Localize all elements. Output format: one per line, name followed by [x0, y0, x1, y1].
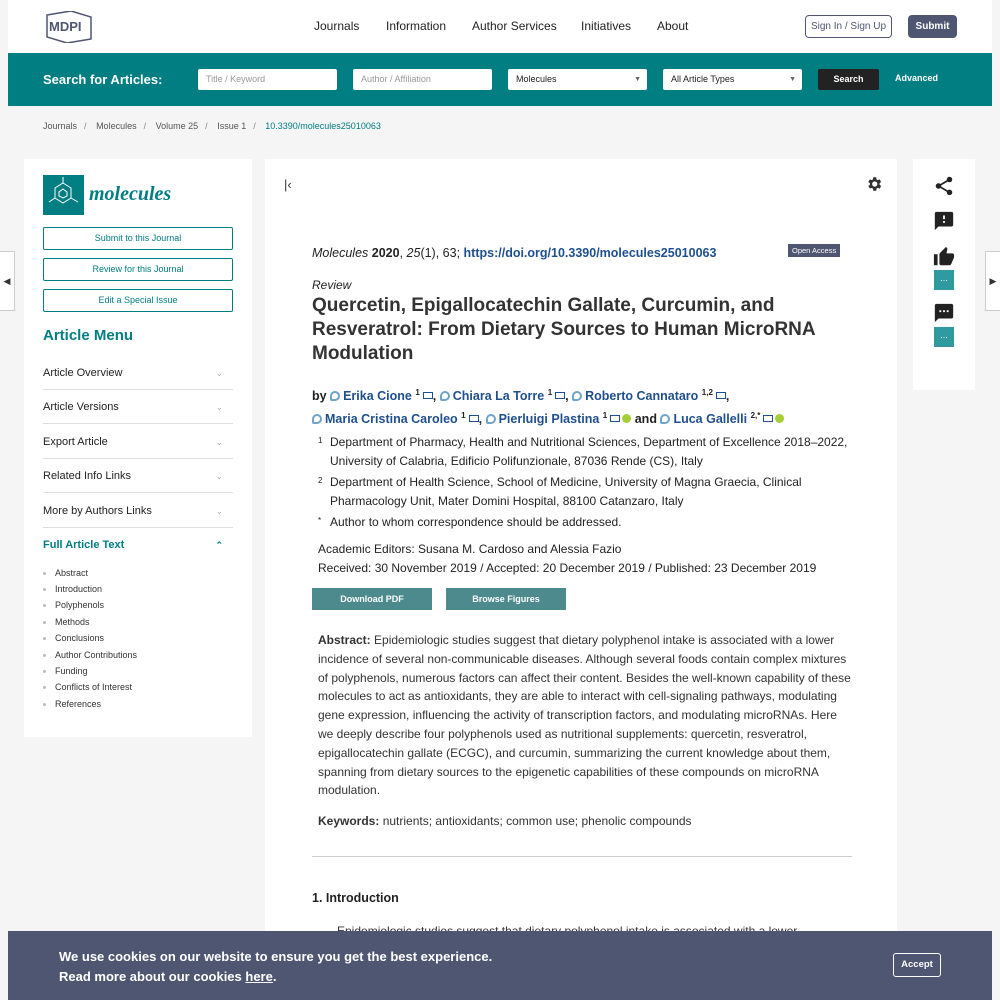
envelope-icon[interactable] — [763, 415, 773, 422]
toc-funding[interactable]: Funding — [55, 666, 88, 676]
nav-initiatives[interactable]: Initiatives — [581, 19, 632, 33]
journal-logo[interactable] — [43, 175, 183, 215]
breadcrumb: Journals / Molecules / Volume 25 / Issue 1 / 10.3390/molecules25010063 — [43, 121, 381, 131]
submit-to-journal-button[interactable]: Submit to this Journal — [43, 227, 233, 250]
orcid-icon[interactable] — [775, 414, 784, 423]
breadcrumb-doi[interactable]: 10.3390/molecules25010063 — [265, 121, 381, 131]
cookie-line-2-suffix: . — [272, 969, 277, 984]
cookie-line-1: We use cookies on our website to ensure you get the best experience. — [59, 949, 493, 964]
chevron-up-icon: ⌃ — [215, 540, 223, 550]
affiliation — [318, 513, 858, 532]
chevron-down-icon: ⌄ — [215, 506, 223, 516]
collapse-sidebar-icon[interactable]: |‹ — [284, 177, 292, 192]
author-name[interactable]: Maria Cristina Caroleo — [325, 412, 458, 427]
menu-export-article[interactable] — [43, 425, 233, 459]
affiliation — [318, 473, 858, 511]
author-affiliation-sup: 1 — [547, 388, 553, 397]
article-type-value: All Article Types — [671, 74, 735, 84]
menu-article-overview[interactable] — [43, 356, 233, 390]
doi-link[interactable]: https://doi.org/10.3390/molecules25010063 — [463, 246, 717, 260]
cookie-line-2 — [59, 967, 492, 987]
title-keyword-input[interactable]: Title / Keyword — [198, 69, 337, 90]
article-tools-panel — [913, 159, 975, 390]
keywords-label: Keywords: — [318, 814, 380, 828]
molecules-logo-icon — [43, 175, 84, 215]
nav-information[interactable]: Information — [386, 19, 447, 33]
journal-select[interactable] — [508, 69, 647, 90]
thumbs-up-icon[interactable] — [933, 246, 955, 268]
envelope-icon[interactable] — [423, 392, 433, 399]
breadcrumb-issue[interactable]: Issue 1 — [217, 121, 247, 131]
affiliation-number: 1 — [318, 436, 323, 445]
chevron-down-icon: ⌄ — [215, 437, 223, 447]
keywords-text: nutrients; antioxidants; common use; phenolic compounds — [382, 814, 692, 828]
citation-line: Molecules 2020, 25(1), 63; https://doi.org/10.3390/molecules25010063 — [312, 246, 717, 260]
author-name[interactable]: Pierluigi Plastina — [498, 412, 600, 427]
browse-figures-button[interactable]: Browse Figures — [446, 588, 566, 610]
affiliation-text: Author to whom correspondence should be addressed. — [330, 515, 622, 529]
mdpi-logo[interactable] — [43, 11, 95, 43]
menu-related-info-links[interactable] — [43, 459, 233, 493]
journal-name: molecules — [89, 183, 172, 205]
left-arrow-icon[interactable]: ◀ — [0, 251, 15, 311]
author-list: by Erika Cione $^1$ , Chiara La Torre $^1$ , Roberto Cannataro $^{1,2}$ , Maria Cristina Caroleo $^1$ , Pierluigi Plastina $^1$ and Luca Gallelli $^{2,*}$ — [312, 383, 872, 429]
envelope-icon[interactable] — [555, 392, 565, 399]
author-profile-icon — [660, 414, 670, 424]
nav-about[interactable]: About — [657, 19, 689, 33]
caret-down-icon: ▼ — [634, 76, 641, 83]
search-button[interactable]: Search — [818, 69, 879, 90]
envelope-icon[interactable] — [716, 392, 726, 399]
edit-special-issue-button[interactable]: Edit a Special Issue — [43, 289, 233, 312]
citation-volume: 25 — [406, 246, 421, 260]
breadcrumb-molecules[interactable]: Molecules — [96, 121, 137, 131]
author-name[interactable]: Luca Gallelli — [673, 412, 748, 427]
divider — [312, 856, 852, 857]
open-access-badge: Open Access — [788, 244, 840, 257]
caret-down-icon: ▼ — [789, 76, 796, 83]
author-affiliation-sup: 1 — [602, 411, 608, 421]
citation-journal: Molecules — [312, 246, 369, 260]
toc-introduction[interactable]: Introduction — [55, 584, 103, 594]
toc-abstract[interactable]: Abstract — [55, 568, 89, 578]
accept-cookies-button[interactable]: Accept — [893, 953, 941, 977]
toc-conflicts-of-interest[interactable]: Conflicts of Interest — [55, 682, 133, 692]
affiliation-number: * — [318, 516, 322, 525]
sidebar — [24, 159, 252, 737]
author-name[interactable]: Erika Cione — [343, 389, 412, 404]
article-type: Review — [312, 278, 352, 292]
citation-year: 2020 — [371, 246, 400, 260]
author-affiliation-sup: 1 — [461, 411, 466, 421]
menu-label: More by Authors Links — [43, 505, 152, 517]
envelope-icon[interactable] — [469, 415, 479, 422]
author-name[interactable]: Chiara La Torre — [452, 389, 545, 404]
comment-icon[interactable] — [933, 302, 955, 324]
breadcrumb-journals[interactable]: Journals — [43, 121, 78, 131]
download-pdf-button[interactable]: Download PDF — [312, 588, 432, 610]
journal-select-value: Molecules — [516, 74, 557, 84]
author-affiliation-sup: 1 — [415, 388, 420, 397]
menu-article-versions[interactable] — [43, 390, 233, 424]
menu-more-by-authors[interactable] — [43, 494, 233, 528]
toc-references[interactable]: References — [55, 699, 102, 709]
affiliation-number: 2 — [318, 476, 323, 485]
author-affiliation-sup: 1,2 — [701, 388, 713, 397]
right-arrow-icon[interactable]: ▶ — [985, 251, 1000, 311]
menu-label: Article Overview — [43, 367, 123, 379]
author-profile-icon — [486, 414, 496, 424]
advanced-search-link[interactable]: Advanced — [895, 73, 939, 83]
author-affiliation-input[interactable]: Author / Affiliation — [353, 69, 492, 90]
menu-label: Article Versions — [43, 401, 119, 413]
cookie-message — [59, 947, 492, 987]
toc-methods[interactable]: Methods — [55, 617, 90, 627]
toc-author-contributions[interactable]: Author Contributions — [55, 650, 138, 660]
search-title: Search for Articles: — [43, 72, 163, 87]
cookie-banner — [8, 931, 992, 1000]
article-title: Quercetin, Epigallocatechin Gallate, Curcumin, and Resveratrol: From Dietary Sources to Human MicroRNA Modulation — [312, 295, 815, 364]
nav-author-services[interactable]: Author Services — [472, 19, 557, 33]
breadcrumb-volume[interactable]: Volume 25 — [155, 121, 199, 131]
menu-label: Related Info Links — [43, 470, 132, 482]
nav-journals[interactable]: Journals — [314, 19, 360, 33]
article-type-select[interactable] — [663, 69, 802, 90]
introduction-heading: 1. Introduction — [312, 891, 399, 905]
chevron-down-icon: ⌄ — [215, 368, 223, 378]
chevron-down-icon: ⌄ — [215, 471, 223, 481]
academic-editors: Academic Editors: Susana M. Cardoso and Alessia Fazio — [318, 542, 622, 556]
cookie-here-link[interactable]: here — [245, 969, 273, 984]
author-profile-icon — [330, 391, 340, 401]
gear-icon[interactable] — [865, 175, 883, 193]
envelope-icon[interactable] — [610, 415, 620, 422]
author-profile-icon — [312, 414, 322, 424]
by-label: by — [312, 389, 327, 404]
comments-count-badge: ... — [934, 327, 954, 347]
menu-label: Full Article Text — [43, 539, 125, 551]
article-main — [265, 159, 897, 1000]
chevron-down-icon: ⌄ — [215, 402, 223, 412]
logo-text: MDPI — [49, 19, 82, 34]
author-name[interactable]: Roberto Cannataro — [585, 389, 699, 404]
votes-count-badge: ... — [934, 270, 954, 290]
feedback-icon[interactable] — [933, 210, 955, 232]
keywords — [318, 814, 692, 828]
menu-full-article-text[interactable] — [43, 528, 233, 562]
affiliation — [318, 433, 858, 471]
abstract-label: Abstract: — [318, 633, 371, 647]
cookie-line-2-prefix: Read more about our cookies — [59, 969, 246, 984]
abstract — [318, 631, 853, 800]
affiliation-text: Department of Pharmacy, Health and Nutritional Sciences, Department of Excellence 2018–2022, University of Calabria, Edificio Polifunzionale, 87036 Rende (CS), Italy — [330, 435, 848, 468]
author-affiliation-sup: 2,* — [750, 411, 761, 421]
review-for-journal-button[interactable]: Review for this Journal — [43, 258, 233, 281]
sign-in-button[interactable]: Sign In / Sign Up — [805, 15, 892, 38]
author-profile-icon — [440, 391, 450, 401]
article-menu-title: Article Menu — [43, 327, 134, 344]
top-navigation — [8, 0, 992, 53]
affiliation-text: Department of Health Science, School of Medicine, University of Magna Graecia, Clinical Pharmacology Unit, Mater Domini Hospital, 88100 Catanzaro, Italy — [330, 475, 802, 508]
toc-conclusions[interactable]: Conclusions — [55, 633, 105, 643]
search-bar — [8, 53, 992, 106]
publication-dates: Received: 30 November 2019 / Accepted: 20 December 2019 / Published: 23 December 2019 — [318, 561, 817, 575]
and-label: and — [634, 412, 657, 427]
citation-issue-page: (1), 63; — [420, 246, 461, 260]
orcid-icon[interactable] — [622, 414, 631, 423]
share-icon[interactable] — [933, 175, 955, 197]
submit-button[interactable]: Submit — [908, 15, 957, 38]
abstract-text: Epidemiologic studies suggest that dietary polyphenol intake is associated with a lower incidence of several non-communicable diseases. Although several foods contain complex mixtures of polyphenols, numerous factors can affect their content. Besides the well-known capability of these molecules to act as antioxidants, they are able to interact with cell-signaling pathways, modulating gene expression, influencing the activity of transcription factors, and modulating microRNAs. Here we deeply describe four polyphenols used as nutritional supplements: quercetin, resveratrol, epigallocatechin gallate (ECGC), and curcumin, summarizing the current knowledge about them, spanning from dietary sources to the epigenetic capabilities of these compounds on microRNA modulation. — [318, 633, 851, 798]
toc-polyphenols[interactable]: Polyphenols — [55, 600, 105, 610]
author-profile-icon — [572, 391, 582, 401]
menu-label: Export Article — [43, 436, 108, 448]
